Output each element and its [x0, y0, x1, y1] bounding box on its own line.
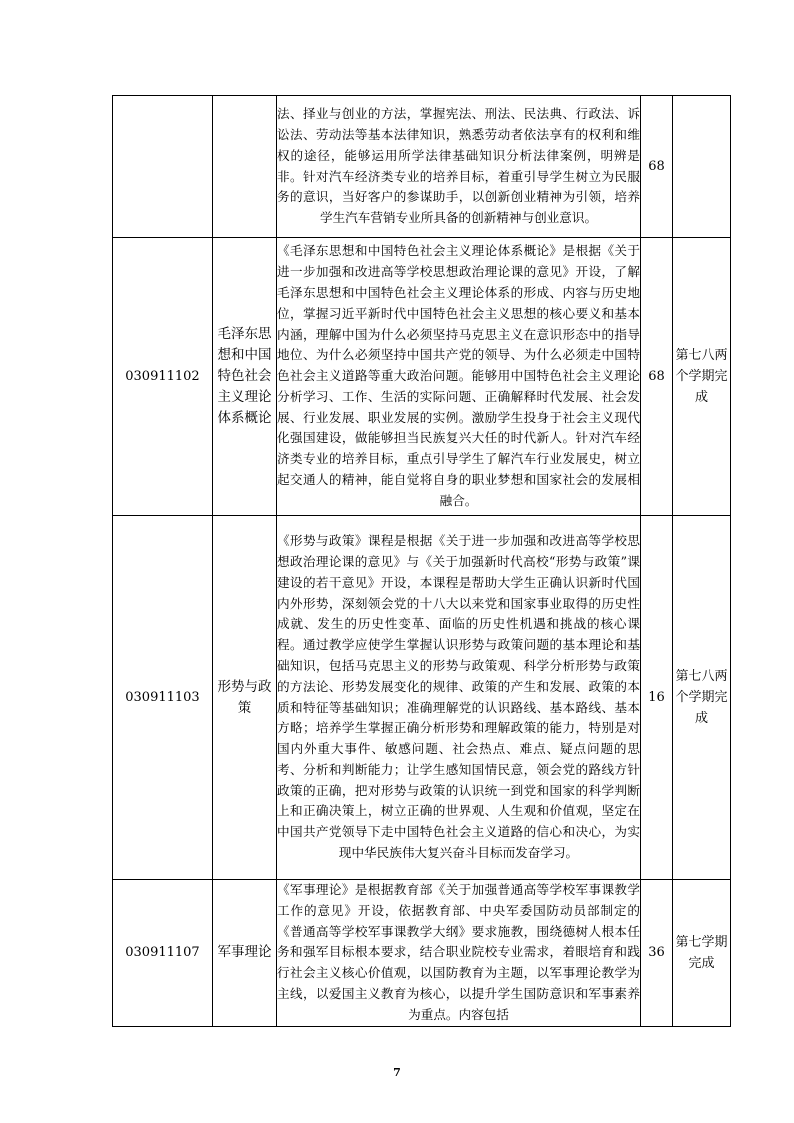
- table-row: [113, 516, 731, 880]
- table-row: [113, 238, 731, 516]
- course-name: 毛泽东思想和中国特色社会主义理论体系概论: [213, 238, 277, 516]
- course-code: 030911102: [113, 238, 213, 516]
- course-description-text: 法、择业与创业的方法，掌握宪法、刑法、民法典、行政法、诉讼法、劳动法等基本法律知识，熟悉劳动者依法享有的权利和维权的途径，能够运用所学法律基础知识分析法律案例，明辨是非。针对汽车经济类专业的培养目标，着重引导学生树立为民服务的意识，当好客户的参谋助手，以创新创业精神为引领，培养学生汽车营销专业所具备的创新精神与创业意识。: [277, 106, 640, 226]
- course-code: [113, 96, 213, 238]
- course-name: [213, 96, 277, 238]
- course-description-text: 《军事理论》是根据教育部《关于加强普通高等学校军事课教学工作的意见》开设，依据教育部、中央军委国防动员部制定的《普通高等学校军事课教学大纲》要求施教，围绕德树人根本任务和强军目标根本要求，结合职业院校专业需求，着眼培育和践行社会主义核心价值观，以国防教育为主题，以军事理论教学为主线，以爱国主义教育为核心，以提升学生国防意识和军事素养为重点。内容包括: [277, 882, 640, 1022]
- course-term: 第七学期完成: [673, 880, 731, 1027]
- course-term: 第七八两个学期完成: [673, 516, 731, 880]
- course-code: 030911107: [113, 880, 213, 1027]
- course-description: [277, 880, 641, 1027]
- course-name: 形势与政策: [213, 516, 277, 880]
- course-hours: 36: [641, 880, 673, 1027]
- course-term: [673, 96, 731, 238]
- course-description: [277, 96, 641, 238]
- course-description-text: 《毛泽东思想和中国特色社会主义理论体系概论》是根据《关于进一步加强和改进高等学校思想政治理论课的意见》开设，了解毛泽东思想和中国特色社会主义理论体系的形成、内容与历史地位，掌握习近平新时代中国特色社会主义思想的核心要义和基本内涵，理解中国为什么必须坚持马克思主义在意识形态中的指导地位、为什么必须坚持中国共产党的领导、为什么必须走中国特色社会主义道路等重大政治问题。能够用中国特色社会主义理论分析学习、工作、生活的实际问题、正确解释时代发展、社会发展、行业发展、职业发展的实例。激励学生投身于社会主义现代化强国建设，做能够担当民族复兴大任的时代新人。针对汽车经济类专业的培养目标，重点引导学生了解汽车行业发展史，树立起交通人的精神，能自觉将自身的职业梦想和国家社会的发展相融合。: [277, 243, 640, 508]
- course-description: [277, 516, 641, 880]
- course-hours: 68: [641, 96, 673, 238]
- table-row: [113, 880, 731, 1027]
- course-description: [277, 238, 641, 516]
- table-row: [113, 96, 731, 238]
- course-term: 第七八两个学期完成: [673, 238, 731, 516]
- course-description-text: 《形势与政策》课程是根据《关于进一步加强和改进高等学校思想政治理论课的意见》与《关于加强新时代高校“形势与政策”课建设的若干意见》开设，本课程是帮助大学生正确认识新时代国内外形势，深刻领会党的十八大以来党和国家事业取得的历史性成就、发生的历史性变革、面临的历史性机遇和挑战的核心课程。通过教学应使学生掌握认识形势与政策问题的基本理论和基础知识，包括马克思主义的形势与政策观、科学分析形势与政策的方法论、形势发展变化的规律、政策的产生和发展、政策的本质和特征等基础知识；准确理解党的认识路线、基本路线、基本方略；培养学生掌握正确分析形势和理解政策的能力，特别是对国内外重大事件、敏感问题、社会热点、难点、疑点问题的思考、分析和判断能力；让学生感知国情民意，领会党的路线方针政策的正确，把对形势与政策的认识统一到党和国家的科学判断上和正确决策上，树立正确的世界观、人生观和价值观，坚定在中国共产党领导下走中国特色社会主义道路的信心和决心，为实现中华民族伟大复兴奋斗目标而发奋学习。: [277, 533, 640, 861]
- course-table: [112, 95, 731, 1027]
- course-hours: 68: [641, 238, 673, 516]
- page-number: 7: [393, 1066, 401, 1079]
- course-name: 军事理论: [213, 880, 277, 1027]
- course-hours: 16: [641, 516, 673, 880]
- course-code: 030911103: [113, 516, 213, 880]
